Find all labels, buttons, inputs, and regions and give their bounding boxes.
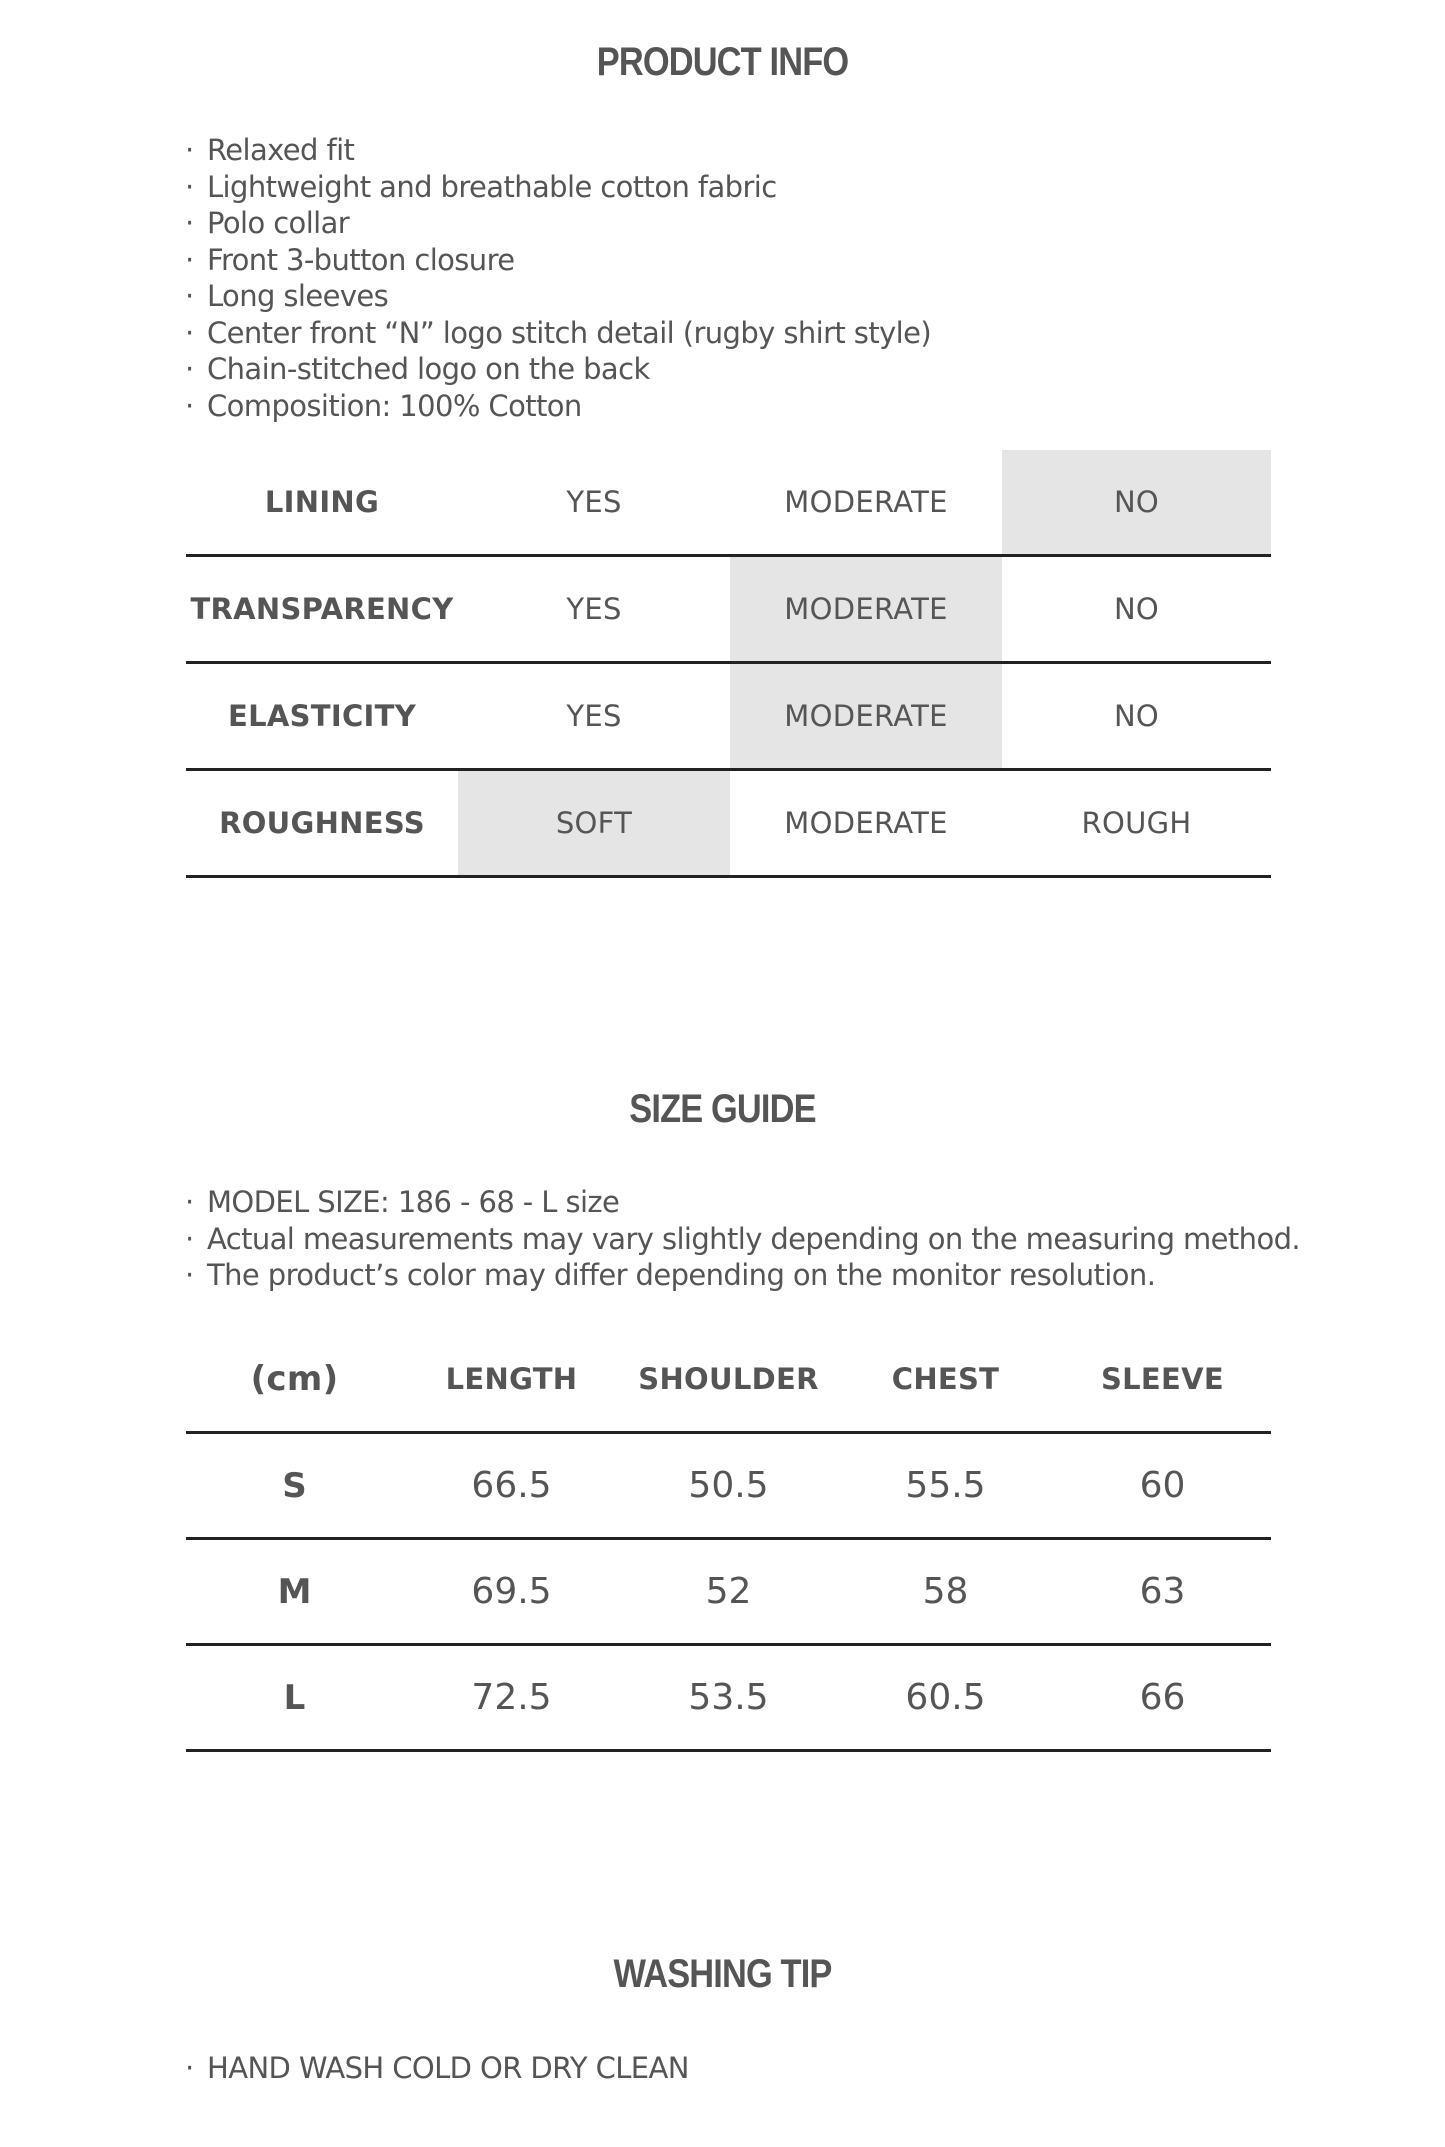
list-item: · Relaxed fit xyxy=(185,133,355,167)
measurement-cell: 58 xyxy=(922,1571,969,1612)
column-header-shoulder: SHOULDER xyxy=(638,1362,819,1396)
fabric-attributes-table xyxy=(186,450,1271,878)
size-guide-title: SIZE GUIDE xyxy=(629,1087,816,1131)
washing-tip-list xyxy=(185,2050,689,2087)
measurement-cell: 53.5 xyxy=(688,1677,769,1718)
size-guide-notes xyxy=(185,1184,1300,1294)
attribute-option: NO xyxy=(1113,592,1160,626)
table-header-row xyxy=(186,1327,1271,1433)
bullet-dot: · xyxy=(185,1221,194,1256)
attribute-label-lining: LINING xyxy=(264,485,380,519)
size-table xyxy=(186,1327,1271,1752)
table-row xyxy=(186,450,1271,556)
table-row xyxy=(186,1433,1271,1539)
bullet-dot: · xyxy=(185,1258,194,1292)
table-row xyxy=(186,663,1271,770)
size-label: L xyxy=(283,1677,306,1718)
product-info-list xyxy=(185,132,931,424)
attribute-option-selected: SOFT xyxy=(458,770,730,877)
list-item: · Composition: 100% Cotton xyxy=(185,388,582,423)
bullet-dot: · xyxy=(185,206,194,240)
unit-header: (cm) xyxy=(250,1359,339,1399)
attribute-option-selected: MODERATE xyxy=(730,556,1002,663)
bullet-dot: · xyxy=(185,315,194,350)
attribute-option: MODERATE xyxy=(784,806,948,840)
list-item: · Actual measurements may vary slightly depending on the measuring method. xyxy=(185,1221,1301,1256)
list-item: · MODEL SIZE: 186 - 68 - L size xyxy=(185,1185,620,1219)
attribute-option: YES xyxy=(566,485,622,519)
bullet-dot: · xyxy=(185,169,194,204)
measurement-cell: 69.5 xyxy=(471,1571,552,1612)
table-row xyxy=(186,1539,1271,1645)
list-item: · Front 3-button closure xyxy=(185,242,515,277)
measurement-cell: 60 xyxy=(1139,1465,1186,1506)
attribute-option-selected: MODERATE xyxy=(730,663,1002,770)
measurement-cell: 72.5 xyxy=(471,1677,552,1718)
measurement-cell: 60.5 xyxy=(905,1677,986,1718)
attribute-label-elasticity: ELASTICITY xyxy=(227,699,417,733)
list-item: · Center front “N” logo stitch detail (rugby shirt style) xyxy=(185,315,932,350)
measurement-cell: 63 xyxy=(1139,1571,1186,1612)
table-row xyxy=(186,770,1271,877)
list-item: · Chain-stitched logo on the back xyxy=(185,352,650,386)
bullet-dot: · xyxy=(185,242,194,277)
bullet-dot: · xyxy=(185,133,194,167)
table-row xyxy=(186,1645,1271,1751)
size-label: S xyxy=(282,1465,307,1506)
bullet-dot: · xyxy=(185,1185,194,1219)
column-header-sleeve: SLEEVE xyxy=(1100,1362,1225,1396)
attribute-option: ROUGH xyxy=(1081,806,1192,840)
attribute-option: YES xyxy=(566,592,622,626)
list-item: · Lightweight and breathable cotton fabric xyxy=(185,169,777,204)
attribute-label-transparency: TRANSPARENCY xyxy=(190,592,454,626)
bullet-dot: · xyxy=(185,279,194,313)
column-header-chest: CHEST xyxy=(891,1362,1000,1396)
bullet-dot: · xyxy=(185,388,194,423)
list-item: · HAND WASH COLD OR DRY CLEAN xyxy=(185,2051,689,2085)
measurement-cell: 66 xyxy=(1139,1677,1186,1718)
product-info-title: PRODUCT INFO xyxy=(596,40,849,84)
bullet-dot: · xyxy=(185,2051,194,2085)
table-row xyxy=(186,556,1271,663)
attribute-option: MODERATE xyxy=(784,485,948,519)
list-item: · Polo collar xyxy=(185,206,350,240)
measurement-cell: 66.5 xyxy=(471,1465,552,1506)
attribute-label-roughness: ROUGHNESS xyxy=(219,806,425,840)
column-header-length: LENGTH xyxy=(445,1362,578,1396)
measurement-cell: 55.5 xyxy=(905,1465,986,1506)
washing-tip-title: WASHING TIP xyxy=(613,1952,832,1996)
size-label: M xyxy=(277,1571,312,1612)
attribute-option: NO xyxy=(1113,699,1160,733)
measurement-cell: 50.5 xyxy=(688,1465,769,1506)
measurement-cell: 52 xyxy=(705,1571,752,1612)
list-item: · The product’s color may differ depending on the monitor resolution. xyxy=(185,1258,1156,1292)
attribute-option: YES xyxy=(566,699,622,733)
list-item: · Long sleeves xyxy=(185,279,389,313)
bullet-dot: · xyxy=(185,352,194,386)
attribute-option-selected: NO xyxy=(1002,450,1271,556)
